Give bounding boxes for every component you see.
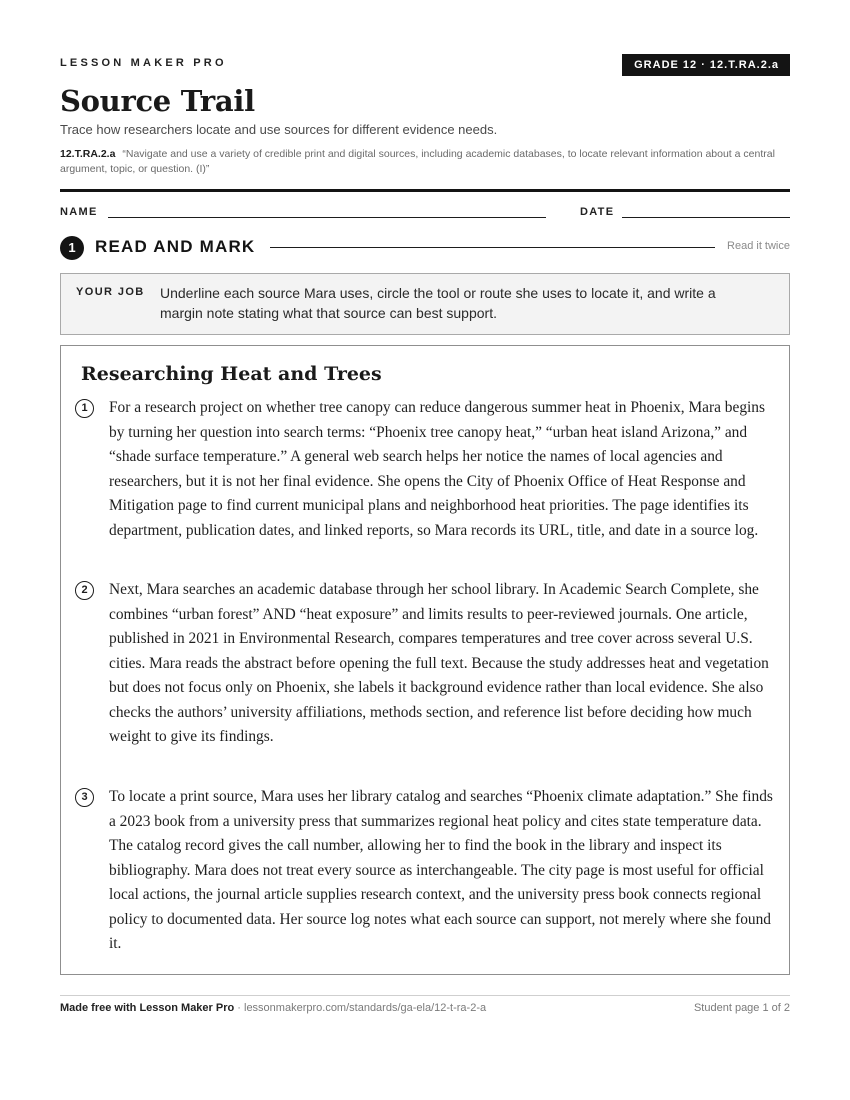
page-count: Student page 1 of 2 bbox=[693, 1002, 790, 1014]
standard-code: 12.T.RA.2.a bbox=[60, 148, 116, 160]
section-note: Read it twice bbox=[727, 240, 790, 252]
passage-title: Researching Heat and Trees bbox=[81, 363, 382, 385]
paragraph-text: To locate a print source, Mara uses her library catalog and searches “Phoenix climate adaptation.” She finds a 2023 book from a university press that summarizes regional heat policy and cites state temperature data. The catalog record gives the call number, allowing her to find the book in the library and inspect its bibliography. Mara does not treat every source as interchangeable. The city page is most useful for official local actions, the journal article supplies research context, and the university press book connects regional policy to documented data. Her source log notes what each source can support, not merely where she found it. bbox=[109, 788, 773, 952]
paragraph-text: For a research project on whether tree canopy can reduce dangerous summer heat in Phoenix, Mara begins by turning her question into search terms: “Phoenix tree canopy heat,” “urban heat island Arizona,” and “shade surface temperature.” A general web search helps her notice the names of local agencies and researchers, but it is not her final evidence. She opens the City of Phoenix Office of Heat Response and Mitigation page to find current municipal plans and neighborhood heat priorities. The page identifies its department, publication dates, and linked reports, so Mara records its URL, title, and date in a source log. bbox=[109, 399, 765, 539]
grade-badge: GRADE 12 · 12.T.RA.2.a bbox=[622, 54, 790, 76]
section-divider bbox=[270, 247, 715, 248]
your-job-text: Underline each source Mara uses, circle the tool or route she uses to locate it, and write a margin note stating what that source can best support. bbox=[160, 285, 716, 321]
your-job-box bbox=[60, 273, 790, 335]
footer bbox=[60, 1002, 790, 1014]
your-job-label: YOUR JOB bbox=[76, 286, 145, 298]
header-row bbox=[60, 56, 790, 80]
name-field[interactable] bbox=[108, 217, 546, 218]
standard-text: “Navigate and use a variety of credible print and digital sources, including academic databases, to locate relevant information about a central argument, topic, or question. (I)” bbox=[60, 148, 775, 175]
section-title: READ AND MARK bbox=[95, 237, 256, 256]
footer-url[interactable]: lessonmakerpro.com/standards/ga-ela/12-t-ra-2-a bbox=[244, 1002, 487, 1014]
date-label: DATE bbox=[580, 206, 615, 218]
date-field[interactable] bbox=[622, 217, 790, 218]
paragraph-text: Next, Mara searches an academic database through her school library. In Academic Search Complete, she combines “urban forest” AND “heat exposure” and limits results to peer-reviewed journals. One article, published in 2021 in Environmental Research, compares temperatures and tree cover across several U.S. cities. Mara reads the abstract before opening the full text. Because the study addresses heat and vegetation but does not focus only on Phoenix, she labels it background evidence rather than local evidence. She also checks the authors’ university affiliations, methods section, and reference list before deciding how much weight to give its findings. bbox=[109, 581, 769, 745]
reading-passage bbox=[60, 345, 790, 975]
name-date-row bbox=[60, 206, 790, 222]
paragraph-number: 1 bbox=[75, 399, 94, 418]
page-subtitle: Trace how researchers locate and use sources for different evidence needs. bbox=[60, 122, 498, 137]
page-title: Source Trail bbox=[60, 84, 255, 118]
section-heading bbox=[60, 235, 790, 259]
header-divider bbox=[60, 189, 790, 192]
paragraph-number: 3 bbox=[75, 788, 94, 807]
paragraph-number: 2 bbox=[75, 581, 94, 600]
name-label: NAME bbox=[60, 206, 98, 218]
footer-divider bbox=[60, 995, 790, 996]
footer-made-with: Made free with Lesson Maker Pro bbox=[60, 1002, 235, 1014]
step-number-badge: 1 bbox=[60, 236, 84, 260]
brand-name: LESSON MAKER PRO bbox=[60, 57, 227, 69]
footer-separator: · bbox=[234, 1002, 244, 1014]
standard-statement bbox=[60, 147, 775, 177]
